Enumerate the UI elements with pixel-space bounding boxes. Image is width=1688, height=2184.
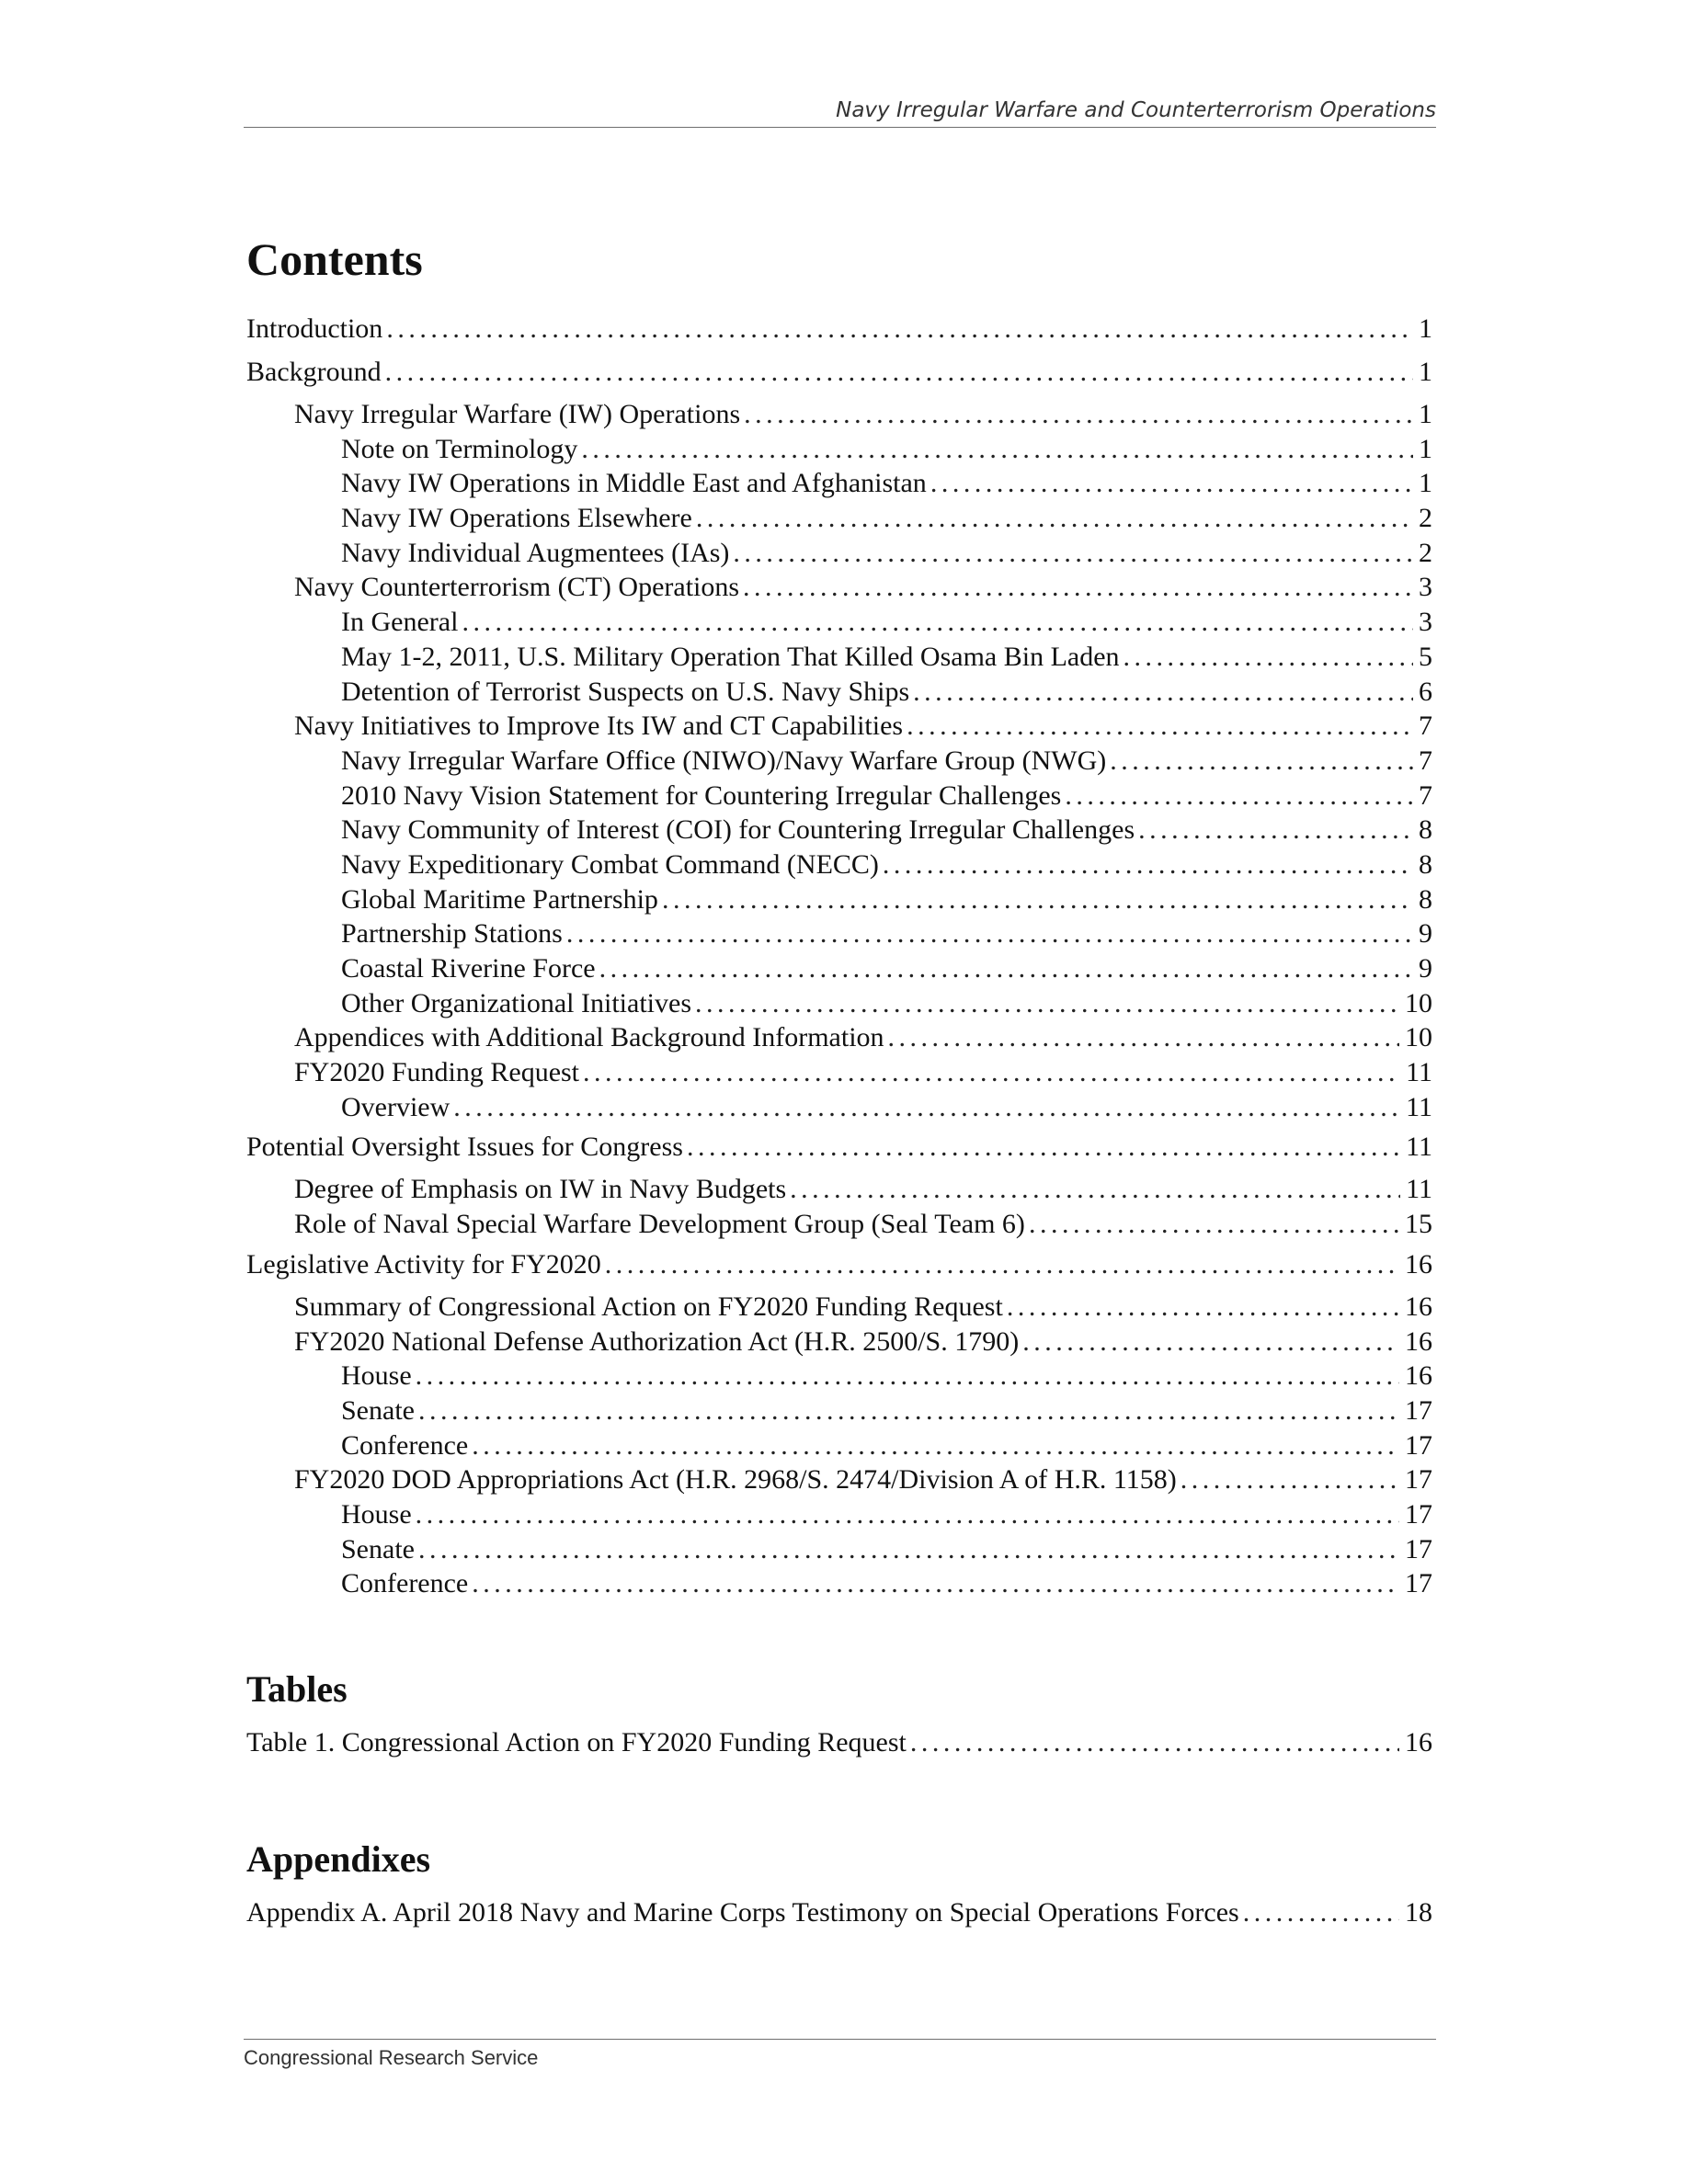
tables-heading: Tables: [246, 1668, 348, 1710]
toc-entry-title: Introduction: [246, 313, 383, 344]
toc-page-number: 16: [1405, 1727, 1432, 1757]
toc-entry-title: FY2020 Funding Request: [294, 1057, 580, 1088]
contents-section: [246, 226, 1432, 1601]
toc-entry-title: Overview: [341, 1091, 451, 1122]
toc-page-number: 11: [1406, 1091, 1432, 1122]
toc-entry[interactable]: [246, 1359, 1432, 1393]
toc-entry-title: Degree of Emphasis on IW in Navy Budgets: [294, 1174, 787, 1205]
toc-entry[interactable]: [246, 309, 1432, 349]
toc-entry[interactable]: [246, 675, 1432, 710]
toc-entry[interactable]: [246, 951, 1432, 986]
toc-page-number: 17: [1405, 1498, 1432, 1530]
toc-entry-title: Other Organizational Initiatives: [341, 987, 691, 1018]
toc-page-number: 6: [1419, 676, 1432, 707]
toc-page-number: 17: [1405, 1568, 1432, 1599]
toc-page-number: 7: [1419, 711, 1432, 742]
toc-entry-title: Summary of Congressional Action on FY2020 Funding Request: [294, 1291, 1003, 1322]
dot-leader: [744, 397, 1413, 432]
toc-entry[interactable]: [246, 1497, 1432, 1532]
toc-page-number: 1: [1419, 357, 1432, 387]
dot-leader: [418, 1532, 1399, 1567]
tables-section: [246, 1664, 1432, 1763]
dot-leader: [1007, 1290, 1399, 1325]
toc-page-number: 2: [1419, 537, 1432, 568]
appendixes-list: [246, 1893, 1432, 1933]
toc-page-number: 10: [1405, 1022, 1432, 1053]
toc-entry-title: House: [341, 1360, 412, 1392]
toc-entry[interactable]: [246, 501, 1432, 536]
toc-page-number: 8: [1419, 848, 1432, 880]
toc-entry[interactable]: [246, 605, 1432, 640]
toc-page-number: 1: [1419, 433, 1432, 464]
toc-entry-title: Navy Counterterrorism (CT) Operations: [294, 572, 740, 603]
toc-page-number: 9: [1419, 918, 1432, 950]
dot-leader: [790, 1172, 1400, 1207]
dot-leader: [1065, 779, 1413, 813]
toc-entry-title: Note on Terminology: [341, 433, 578, 464]
toc-entry[interactable]: [246, 1325, 1432, 1359]
toc-entry-title: Navy Irregular Warfare Office (NIWO)/Navy Warfare Group (NWG): [341, 745, 1107, 776]
toc-entry-title: Background: [246, 357, 382, 387]
dot-leader: [583, 1055, 1400, 1090]
toc-entry[interactable]: [246, 1723, 1432, 1763]
toc-entry-title: In General: [341, 607, 459, 638]
appendixes-section: [246, 1834, 1432, 1933]
toc-entry-title: House: [341, 1498, 412, 1530]
toc-page-number: 1: [1419, 313, 1432, 344]
toc-entry[interactable]: [246, 779, 1432, 813]
toc-entry-title: Appendices with Additional Background Information: [294, 1022, 884, 1053]
appendixes-heading: Appendixes: [246, 1838, 431, 1880]
toc-page-number: 10: [1405, 987, 1432, 1018]
toc-entry-title: Navy IW Operations in Middle East and Afghanistan: [341, 468, 927, 499]
dot-leader: [883, 847, 1413, 882]
toc-entry-title: FY2020 DOD Appropriations Act (H.R. 2968/S. 2474/Division A of H.R. 1158): [294, 1464, 1177, 1496]
toc-entry[interactable]: [246, 847, 1432, 882]
dot-leader: [1029, 1207, 1399, 1242]
dot-leader: [888, 1020, 1399, 1055]
dot-leader: [385, 351, 1413, 393]
toc-entry[interactable]: [246, 1207, 1432, 1242]
toc-entry-title: Potential Oversight Issues for Congress: [246, 1132, 683, 1163]
dot-leader: [662, 882, 1413, 917]
dot-leader: [453, 1090, 1400, 1125]
toc-entry[interactable]: [246, 1428, 1432, 1463]
toc-entry-title: Navy Individual Augmentees (IAs): [341, 537, 730, 568]
dot-leader: [599, 951, 1413, 986]
toc-entry[interactable]: [246, 1020, 1432, 1055]
toc-page-number: 16: [1405, 1360, 1432, 1392]
dot-leader: [416, 1359, 1399, 1393]
toc-entry[interactable]: [246, 1090, 1432, 1125]
dot-leader: [418, 1393, 1399, 1428]
toc-entry-title: Conference: [341, 1568, 469, 1599]
toc-entry[interactable]: [246, 1172, 1432, 1207]
toc-entry[interactable]: [246, 466, 1432, 501]
dot-leader: [910, 1723, 1399, 1763]
toc-entry-title: Navy IW Operations Elsewhere: [341, 503, 692, 534]
tables-list: [246, 1723, 1432, 1763]
toc-entry-title: Senate: [341, 1533, 415, 1564]
toc-entry[interactable]: [246, 432, 1432, 467]
toc-page-number: 2: [1419, 503, 1432, 534]
running-footer: Congressional Research Service: [244, 2039, 1436, 2071]
toc-entry[interactable]: [246, 1126, 1432, 1168]
toc-entry-title: Senate: [341, 1394, 415, 1426]
toc-page-number: 16: [1405, 1325, 1432, 1357]
running-header: Navy Irregular Warfare and Counterterrorism Operations: [244, 97, 1436, 128]
toc-page-number: 11: [1406, 1174, 1432, 1205]
toc-entry-title: Coastal Riverine Force: [341, 953, 596, 984]
toc-page-number: 15: [1405, 1209, 1432, 1240]
toc-entry[interactable]: [246, 813, 1432, 847]
toc-entry-title: Role of Naval Special Warfare Development Group (Seal Team 6): [294, 1209, 1025, 1240]
dot-leader: [1138, 813, 1413, 847]
toc-page-number: 16: [1405, 1248, 1432, 1280]
toc-page-number: 18: [1405, 1897, 1432, 1928]
toc-entry[interactable]: [246, 640, 1432, 675]
toc-page-number: 1: [1419, 468, 1432, 499]
dot-leader: [1123, 640, 1413, 675]
toc-entry[interactable]: [246, 536, 1432, 571]
toc-entry-title: FY2020 National Defense Authorization Act (H.R. 2500/S. 1790): [294, 1325, 1020, 1357]
dot-leader: [733, 536, 1413, 571]
toc-page-number: 17: [1405, 1533, 1432, 1564]
dot-leader: [581, 432, 1413, 467]
toc-entry-title: May 1-2, 2011, U.S. Military Operation That Killed Osama Bin Laden: [341, 641, 1120, 672]
contents-list: [246, 309, 1432, 1601]
contents-heading: Contents: [246, 233, 423, 285]
toc-entry[interactable]: [246, 744, 1432, 779]
dot-leader: [416, 1497, 1399, 1532]
toc-page-number: 11: [1406, 1132, 1432, 1163]
toc-page-number: 17: [1405, 1394, 1432, 1426]
toc-entry[interactable]: [246, 709, 1432, 744]
dot-leader: [472, 1428, 1399, 1463]
dot-leader: [1110, 744, 1413, 779]
toc-page-number: 7: [1419, 779, 1432, 811]
toc-entry-title: Legislative Activity for FY2020: [246, 1248, 601, 1280]
dot-leader: [907, 709, 1413, 744]
toc-entry[interactable]: [246, 882, 1432, 917]
toc-entry-title: Navy Community of Interest (COI) for Countering Irregular Challenges: [341, 814, 1135, 846]
dot-leader: [696, 501, 1413, 536]
toc-page-number: 16: [1405, 1291, 1432, 1322]
toc-entry[interactable]: [246, 1055, 1432, 1090]
toc-entry[interactable]: [246, 570, 1432, 605]
toc-entry-title: Navy Initiatives to Improve Its IW and CT Capabilities: [294, 711, 904, 742]
toc-entry-title: Detention of Terrorist Suspects on U.S. Navy Ships: [341, 676, 910, 707]
toc-page-number: 3: [1419, 607, 1432, 638]
dot-leader: [1243, 1893, 1399, 1933]
dot-leader: [1180, 1462, 1399, 1497]
toc-entry[interactable]: [246, 351, 1432, 393]
toc-entry-title: Global Maritime Partnership: [341, 883, 658, 915]
toc-entry[interactable]: [246, 1244, 1432, 1286]
toc-entry-title: Table 1. Congressional Action on FY2020 Funding Request: [246, 1727, 907, 1757]
toc-page-number: 1: [1419, 399, 1432, 429]
dot-leader: [1022, 1325, 1399, 1359]
dot-leader: [743, 570, 1413, 605]
dot-leader: [930, 466, 1413, 501]
toc-page-number: 17: [1405, 1464, 1432, 1496]
dot-leader: [462, 605, 1413, 640]
toc-entry-title: Navy Irregular Warfare (IW) Operations: [294, 399, 741, 429]
toc-entry-title: Conference: [341, 1429, 469, 1461]
toc-entry[interactable]: [246, 1462, 1432, 1497]
toc-page-number: 8: [1419, 883, 1432, 915]
toc-entry[interactable]: [246, 986, 1432, 1021]
dot-leader: [695, 986, 1399, 1021]
toc-entry[interactable]: [246, 1566, 1432, 1601]
toc-page-number: 3: [1419, 572, 1432, 603]
toc-page-number: 11: [1406, 1057, 1432, 1088]
toc-entry[interactable]: [246, 397, 1432, 432]
dot-leader: [913, 675, 1413, 710]
toc-page-number: 9: [1419, 953, 1432, 984]
toc-entry-title: Appendix A. April 2018 Navy and Marine Corps Testimony on Special Operations Forces: [246, 1897, 1239, 1928]
toc-entry[interactable]: [246, 1532, 1432, 1567]
toc-page-number: 17: [1405, 1429, 1432, 1461]
dot-leader: [472, 1566, 1399, 1601]
toc-entry-title: Navy Expeditionary Combat Command (NECC): [341, 848, 879, 880]
toc-entry-title: Partnership Stations: [341, 918, 563, 950]
toc-page-number: 8: [1419, 814, 1432, 846]
dot-leader: [386, 309, 1413, 349]
toc-entry[interactable]: [246, 1393, 1432, 1428]
dot-leader: [566, 916, 1413, 951]
toc-entry[interactable]: [246, 1290, 1432, 1325]
toc-entry[interactable]: [246, 916, 1432, 951]
dot-leader: [687, 1126, 1400, 1168]
toc-entry-title: 2010 Navy Vision Statement for Countering Irregular Challenges: [341, 779, 1062, 811]
dot-leader: [605, 1244, 1399, 1286]
toc-page-number: 7: [1419, 745, 1432, 776]
toc-page-number: 5: [1419, 641, 1432, 672]
toc-entry[interactable]: [246, 1893, 1432, 1933]
